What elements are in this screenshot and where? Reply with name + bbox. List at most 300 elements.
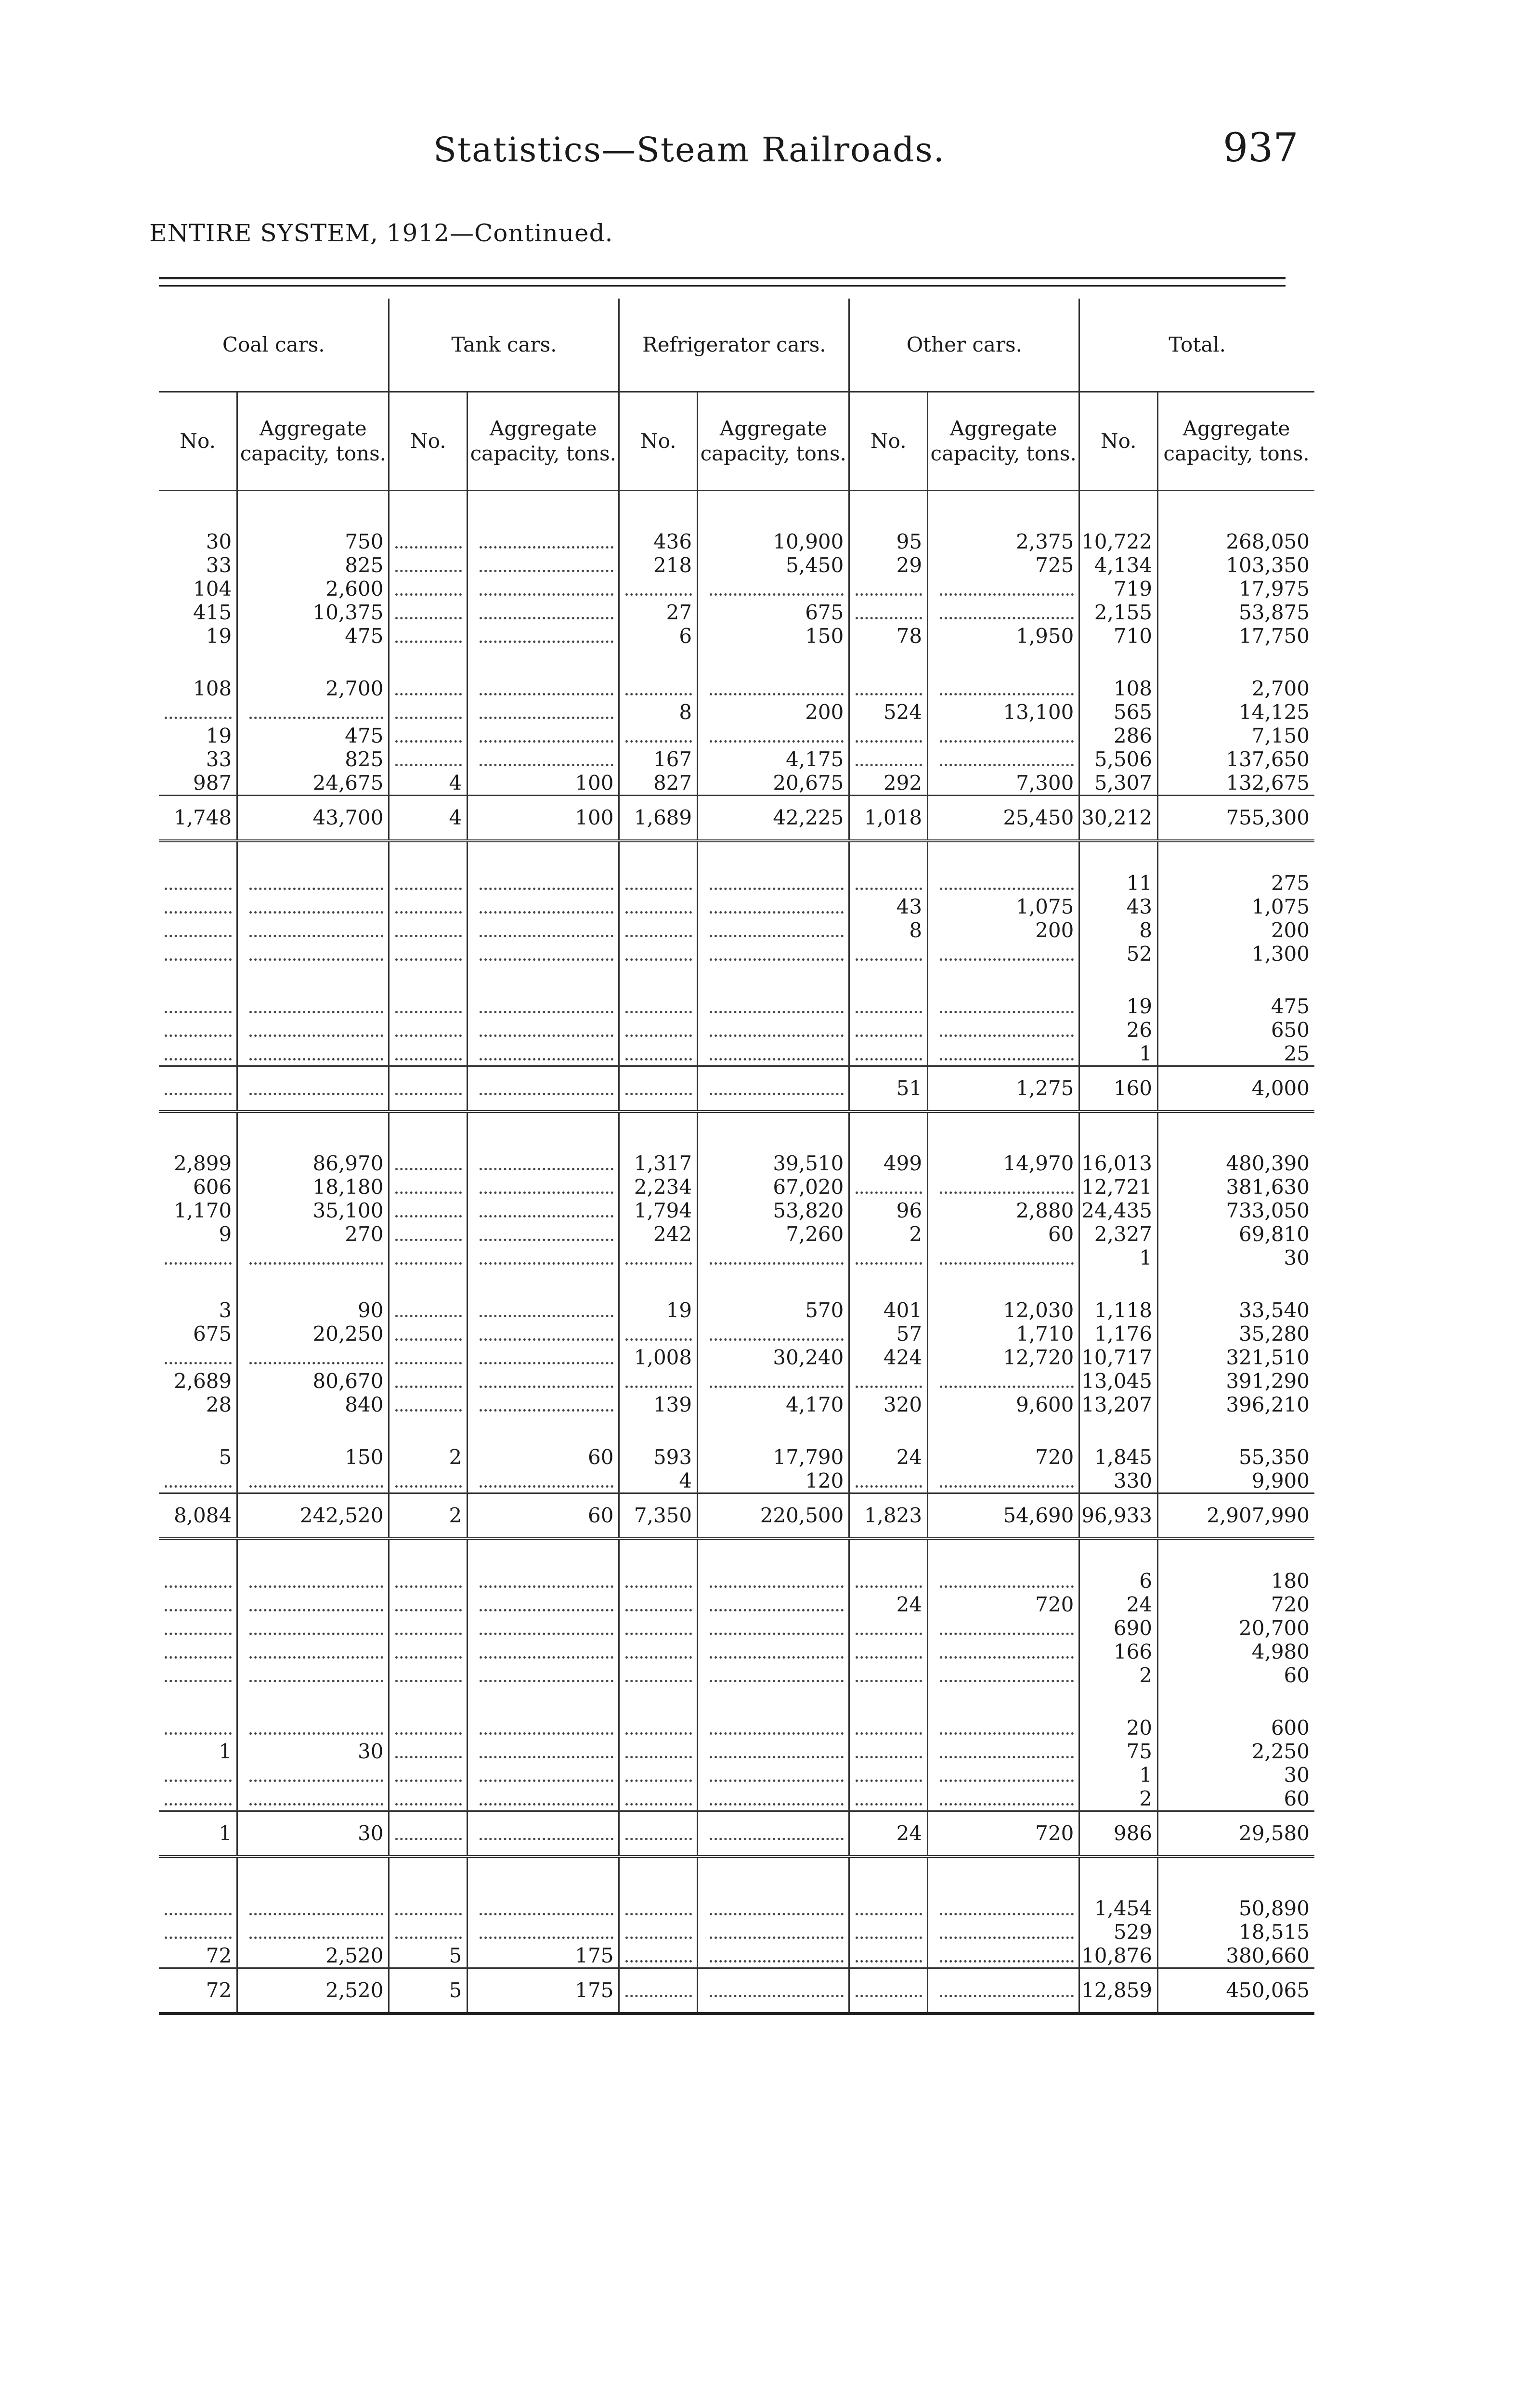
empty-cell — [468, 871, 619, 895]
dot-leader — [165, 1718, 232, 1735]
capacity-cell: 242,520 — [237, 1493, 389, 1539]
spacer-cell — [1158, 1112, 1314, 1152]
empty-cell — [619, 1018, 698, 1042]
capacity-cell: 103,350 — [1158, 553, 1314, 577]
empty-cell — [389, 1469, 468, 1493]
spacer-cell — [698, 1112, 849, 1152]
dot-leader — [480, 1324, 613, 1341]
dot-leader — [395, 1718, 462, 1735]
dot-leader — [940, 1248, 1074, 1265]
dot-leader — [395, 1224, 462, 1241]
spacer-cell — [468, 1539, 619, 1569]
empty-cell — [849, 577, 928, 601]
empty-cell — [928, 1469, 1079, 1493]
empty-cell — [389, 530, 468, 553]
count-cell: 4 — [389, 771, 468, 796]
dot-leader — [395, 1471, 462, 1488]
spacer-cell — [389, 1687, 468, 1716]
dot-leader — [165, 873, 232, 890]
count-cell: 4,134 — [1079, 553, 1158, 577]
count-cell: 986 — [1079, 1811, 1158, 1857]
group-tank-cars: Tank cars. — [389, 299, 619, 392]
empty-cell — [698, 1763, 849, 1787]
empty-cell — [389, 1740, 468, 1763]
capacity-cell: 450,065 — [1158, 1968, 1314, 2014]
spacer-cell — [698, 1416, 849, 1445]
capacity-cell: 12,030 — [928, 1298, 1079, 1322]
spacer-cell — [389, 1269, 468, 1298]
empty-cell — [468, 1199, 619, 1222]
count-cell: 27 — [619, 601, 698, 624]
dot-leader — [710, 897, 844, 914]
dot-leader — [395, 1248, 462, 1265]
dot-leader — [625, 920, 692, 937]
dot-leader — [856, 1471, 922, 1488]
empty-cell — [237, 1018, 389, 1042]
row-spacer — [159, 1112, 1314, 1152]
count-cell: 72 — [159, 1968, 237, 2014]
capacity-cell: 20,675 — [698, 771, 849, 796]
capacity-cell: 100 — [468, 796, 619, 841]
empty-cell — [928, 1018, 1079, 1042]
empty-cell — [619, 1920, 698, 1944]
spacer-cell — [1158, 1269, 1314, 1298]
empty-cell — [619, 1246, 698, 1269]
table-row — [159, 577, 1314, 601]
top-rule-thin — [159, 285, 1286, 287]
dot-leader — [165, 1765, 232, 1782]
empty-cell — [619, 1042, 698, 1066]
dot-leader — [480, 532, 613, 549]
spacer-cell — [159, 1539, 237, 1569]
capacity-cell: 4,980 — [1158, 1640, 1314, 1663]
spacer-cell — [928, 1269, 1079, 1298]
empty-cell — [928, 1616, 1079, 1640]
empty-cell — [468, 1346, 619, 1369]
spacer-cell — [928, 1857, 1079, 1897]
dot-leader — [625, 1078, 692, 1095]
dot-leader — [480, 1618, 613, 1635]
table-row — [159, 1469, 1314, 1493]
spacer-cell — [468, 491, 619, 530]
spacer-cell — [1079, 966, 1158, 995]
table-row — [159, 771, 1314, 796]
empty-cell — [159, 1042, 237, 1066]
capacity-cell: 137,650 — [1158, 747, 1314, 771]
table-row — [159, 1018, 1314, 1042]
capacity-cell: 4,170 — [698, 1393, 849, 1416]
empty-cell — [849, 1920, 928, 1944]
spacer-cell — [1079, 491, 1158, 530]
empty-cell — [389, 918, 468, 942]
dot-leader — [165, 920, 232, 937]
capacity-cell: 30,240 — [698, 1346, 849, 1369]
spacer-cell — [237, 1269, 389, 1298]
dot-leader — [940, 579, 1074, 596]
dot-leader — [480, 1020, 613, 1037]
capacity-cell: 220,500 — [698, 1493, 849, 1539]
capacity-cell: 35,280 — [1158, 1322, 1314, 1346]
empty-cell — [237, 1716, 389, 1740]
capacity-cell: 4,175 — [698, 747, 849, 771]
dot-leader — [249, 996, 383, 1013]
capacity-cell: 42,225 — [698, 796, 849, 841]
capacity-cell: 132,675 — [1158, 771, 1314, 796]
dot-leader — [625, 1618, 692, 1635]
dot-leader — [395, 897, 462, 914]
empty-cell — [389, 895, 468, 918]
dot-leader — [480, 1201, 613, 1217]
dot-leader — [856, 996, 922, 1013]
dot-leader — [710, 944, 844, 961]
empty-cell — [468, 1322, 619, 1346]
empty-cell — [389, 1393, 468, 1416]
count-cell: 8 — [1079, 918, 1158, 942]
count-cell: 593 — [619, 1445, 698, 1469]
capacity-cell: 9,600 — [928, 1393, 1079, 1416]
count-cell: 12,859 — [1079, 1968, 1158, 2014]
empty-cell — [468, 1042, 619, 1066]
capacity-cell: 30 — [237, 1740, 389, 1763]
empty-cell — [389, 1346, 468, 1369]
count-cell: 719 — [1079, 577, 1158, 601]
dot-leader — [856, 579, 922, 596]
spacer-cell — [468, 648, 619, 677]
capacity-cell: 200 — [928, 918, 1079, 942]
capacity-cell: 270 — [237, 1222, 389, 1246]
count-cell: 415 — [193, 601, 232, 624]
dot-leader — [710, 1248, 844, 1265]
count-cell: 95 — [849, 530, 928, 553]
col-capacity: Aggregate capacity, tons. — [1158, 392, 1314, 491]
empty-cell — [928, 577, 1079, 601]
dot-leader — [940, 1898, 1074, 1915]
dot-leader — [395, 1618, 462, 1635]
empty-cell — [698, 1740, 849, 1763]
count-cell: 160 — [1079, 1066, 1158, 1112]
spacer-cell — [1079, 1857, 1158, 1897]
dot-leader — [395, 1177, 462, 1194]
count-cell: 436 — [619, 530, 698, 553]
empty-cell — [619, 677, 698, 700]
table-row — [159, 1716, 1314, 1740]
count-cell: 2,327 — [1079, 1222, 1158, 1246]
final-total-row — [159, 1968, 1314, 2014]
table-row — [159, 1393, 1314, 1416]
empty-cell — [849, 1569, 928, 1593]
empty-cell — [698, 918, 849, 942]
dot-leader — [249, 1898, 383, 1915]
dot-leader — [856, 1020, 922, 1037]
spacer-cell — [237, 491, 389, 530]
dot-leader — [480, 1571, 613, 1588]
count-cell: 1,118 — [1079, 1298, 1158, 1322]
empty-cell — [389, 1663, 468, 1687]
empty-cell — [698, 1569, 849, 1593]
dot-leader — [710, 996, 844, 1013]
empty-cell — [468, 724, 619, 747]
count-cell: 16,013 — [1079, 1152, 1158, 1175]
dot-leader — [710, 1718, 844, 1735]
spacer-cell — [849, 491, 928, 530]
dot-leader — [395, 1789, 462, 1806]
spacer-cell — [159, 491, 237, 530]
dot-leader — [480, 1595, 613, 1611]
count-cell: 108 — [1079, 677, 1158, 700]
capacity-cell: 396,210 — [1158, 1393, 1314, 1416]
empty-cell — [619, 1616, 698, 1640]
count-cell: 1,689 — [619, 796, 698, 841]
empty-cell — [698, 1944, 849, 1968]
spacer-cell — [159, 1857, 237, 1897]
dot-leader — [480, 1898, 613, 1915]
row-spacer — [159, 966, 1314, 995]
capacity-cell: 18,180 — [237, 1175, 389, 1199]
spacer-cell — [1158, 841, 1314, 871]
empty-cell — [619, 1740, 698, 1763]
col-number: No. — [159, 392, 237, 491]
spacer-cell — [849, 966, 928, 995]
dot-leader — [480, 555, 613, 572]
count-cell: 2,689 — [173, 1369, 232, 1393]
empty-cell — [928, 1968, 1079, 2014]
dot-leader — [625, 579, 692, 596]
count-cell: 12,721 — [1079, 1175, 1158, 1199]
empty-cell — [389, 1920, 468, 1944]
dot-leader — [940, 1946, 1074, 1963]
capacity-cell: 475 — [237, 624, 389, 648]
capacity-cell: 570 — [698, 1298, 849, 1322]
count-cell: 2 — [389, 1445, 468, 1469]
count-cell: 2 — [389, 1493, 468, 1539]
dot-leader — [710, 873, 844, 890]
dot-leader — [625, 1571, 692, 1588]
count-cell: 827 — [619, 771, 698, 796]
empty-cell — [389, 1018, 468, 1042]
empty-cell — [468, 747, 619, 771]
count-cell: 24 — [849, 1593, 928, 1616]
empty-cell — [928, 1569, 1079, 1593]
dot-leader — [940, 1618, 1074, 1635]
count-cell: 20 — [1079, 1716, 1158, 1740]
dot-leader — [625, 1765, 692, 1782]
dot-leader — [710, 679, 844, 695]
empty-cell — [159, 1246, 237, 1269]
empty-cell — [698, 995, 849, 1018]
count-cell: 1,748 — [159, 796, 237, 841]
capacity-cell: 53,820 — [698, 1199, 849, 1222]
empty-cell — [237, 1787, 389, 1811]
col-capacity: Aggregate capacity, tons. — [698, 392, 849, 491]
dot-leader — [165, 1665, 232, 1682]
empty-cell — [928, 1042, 1079, 1066]
capacity-cell: 391,290 — [1158, 1369, 1314, 1393]
count-cell: 13,207 — [1079, 1393, 1158, 1416]
empty-cell — [237, 1246, 389, 1269]
count-cell: 987 — [193, 771, 232, 795]
dot-leader — [395, 1571, 462, 1588]
count-cell: 5 — [219, 1445, 232, 1469]
count-cell: 9 — [219, 1222, 232, 1246]
table-row — [159, 1222, 1314, 1246]
empty-cell — [237, 1897, 389, 1920]
count-cell: 11 — [1079, 871, 1158, 895]
empty-cell — [928, 1175, 1079, 1199]
dot-leader — [395, 579, 462, 596]
dot-leader — [480, 702, 613, 719]
dot-leader — [165, 996, 232, 1013]
dot-leader — [165, 1595, 232, 1611]
empty-cell — [928, 1716, 1079, 1740]
capacity-cell: 321,510 — [1158, 1346, 1314, 1369]
dot-leader — [625, 1922, 692, 1939]
spacer-cell — [928, 1416, 1079, 1445]
col-number: No. — [389, 392, 468, 491]
empty-cell — [389, 1897, 468, 1920]
dot-leader — [940, 1922, 1074, 1939]
spacer-cell — [389, 491, 468, 530]
capacity-cell: 100 — [468, 771, 619, 796]
table-row — [159, 1369, 1314, 1393]
capacity-cell: 25,450 — [928, 796, 1079, 841]
count-cell: 1,823 — [849, 1493, 928, 1539]
capacity-cell: 18,515 — [1158, 1920, 1314, 1944]
dot-leader — [856, 873, 922, 890]
dot-leader — [395, 626, 462, 643]
empty-cell — [237, 1663, 389, 1687]
dot-leader — [710, 1765, 844, 1782]
spacer-cell — [468, 1112, 619, 1152]
spacer-cell — [698, 1269, 849, 1298]
empty-cell — [389, 1569, 468, 1593]
empty-cell — [468, 624, 619, 648]
capacity-cell: 2,907,990 — [1158, 1493, 1314, 1539]
dot-leader — [856, 1665, 922, 1682]
capacity-cell: 720 — [928, 1811, 1079, 1857]
count-cell: 24 — [849, 1811, 928, 1857]
table-row — [159, 677, 1314, 700]
col-capacity: Aggregate capacity, tons. — [237, 392, 389, 491]
table-row — [159, 1152, 1314, 1175]
empty-cell — [698, 724, 849, 747]
count-cell: 292 — [849, 771, 928, 796]
spacer-cell — [849, 1269, 928, 1298]
empty-cell — [159, 1593, 237, 1616]
dot-leader — [480, 1642, 613, 1659]
empty-cell — [849, 1469, 928, 1493]
capacity-cell: 30 — [237, 1811, 389, 1857]
subtotal-row — [159, 796, 1314, 841]
empty-cell — [159, 1346, 237, 1369]
capacity-cell: 1,300 — [1158, 942, 1314, 966]
capacity-cell: 29,580 — [1158, 1811, 1314, 1857]
dot-leader — [395, 1823, 462, 1840]
running-title: Statistics—Steam Railroads. — [433, 130, 945, 170]
dot-leader — [940, 749, 1074, 766]
count-cell: 96,933 — [1079, 1493, 1158, 1539]
dot-leader — [710, 1741, 844, 1758]
empty-cell — [619, 577, 698, 601]
capacity-cell: 67,020 — [698, 1175, 849, 1199]
dot-leader — [940, 1665, 1074, 1682]
capacity-cell: 20,700 — [1158, 1616, 1314, 1640]
empty-cell — [849, 1042, 928, 1066]
empty-cell — [849, 1616, 928, 1640]
capacity-cell: 725 — [928, 553, 1079, 577]
dot-leader — [395, 873, 462, 890]
dot-leader — [480, 1765, 613, 1782]
count-cell: 218 — [619, 553, 698, 577]
table-row — [159, 1322, 1314, 1346]
spacer-cell — [159, 1687, 237, 1716]
col-number: No. — [619, 392, 698, 491]
capacity-cell: 720 — [928, 1445, 1079, 1469]
dot-leader — [480, 579, 613, 596]
table-row — [159, 1246, 1314, 1269]
empty-cell — [928, 601, 1079, 624]
empty-cell — [698, 1811, 849, 1857]
capacity-cell: 69,810 — [1158, 1222, 1314, 1246]
dot-leader — [856, 1980, 922, 1997]
spacer-cell — [619, 966, 698, 995]
capacity-cell: 5,450 — [698, 553, 849, 577]
empty-cell — [468, 1469, 619, 1493]
empty-cell — [237, 1346, 389, 1369]
spacer-cell — [1158, 1687, 1314, 1716]
dot-leader — [940, 1177, 1074, 1194]
empty-cell — [698, 1066, 849, 1112]
capacity-cell: 2,520 — [237, 1944, 389, 1968]
count-cell: 24,435 — [1079, 1199, 1158, 1222]
count-cell: 710 — [1079, 624, 1158, 648]
empty-cell — [619, 1640, 698, 1663]
spacer-cell — [619, 841, 698, 871]
empty-cell — [698, 1246, 849, 1269]
dot-leader — [625, 1718, 692, 1735]
subtotal-row — [159, 1066, 1314, 1112]
empty-cell — [698, 1663, 849, 1687]
capacity-cell: 180 — [1158, 1569, 1314, 1593]
dot-leader — [480, 626, 613, 643]
empty-cell — [849, 995, 928, 1018]
empty-cell — [159, 1066, 237, 1112]
capacity-cell: 2,600 — [237, 577, 389, 601]
dot-leader — [249, 1248, 383, 1265]
capacity-cell: 60 — [928, 1222, 1079, 1246]
spacer-cell — [928, 1539, 1079, 1569]
spacer-cell — [849, 648, 928, 677]
capacity-cell: 17,750 — [1158, 624, 1314, 648]
empty-cell — [389, 1222, 468, 1246]
empty-cell — [468, 1066, 619, 1112]
spacer-cell — [389, 1857, 468, 1897]
dot-leader — [710, 1642, 844, 1659]
row-spacer — [159, 1539, 1314, 1569]
count-cell: 4 — [619, 1469, 698, 1493]
dot-leader — [395, 1078, 462, 1095]
spacer-cell — [159, 1269, 237, 1298]
count-cell: 1 — [1079, 1763, 1158, 1787]
dot-leader — [395, 1201, 462, 1217]
table-row — [159, 1640, 1314, 1663]
dot-leader — [480, 1718, 613, 1735]
dot-leader — [940, 679, 1074, 695]
empty-cell — [849, 724, 928, 747]
empty-cell — [468, 530, 619, 553]
dot-leader — [249, 1665, 383, 1682]
empty-cell — [468, 601, 619, 624]
group-total: Total. — [1079, 299, 1314, 392]
